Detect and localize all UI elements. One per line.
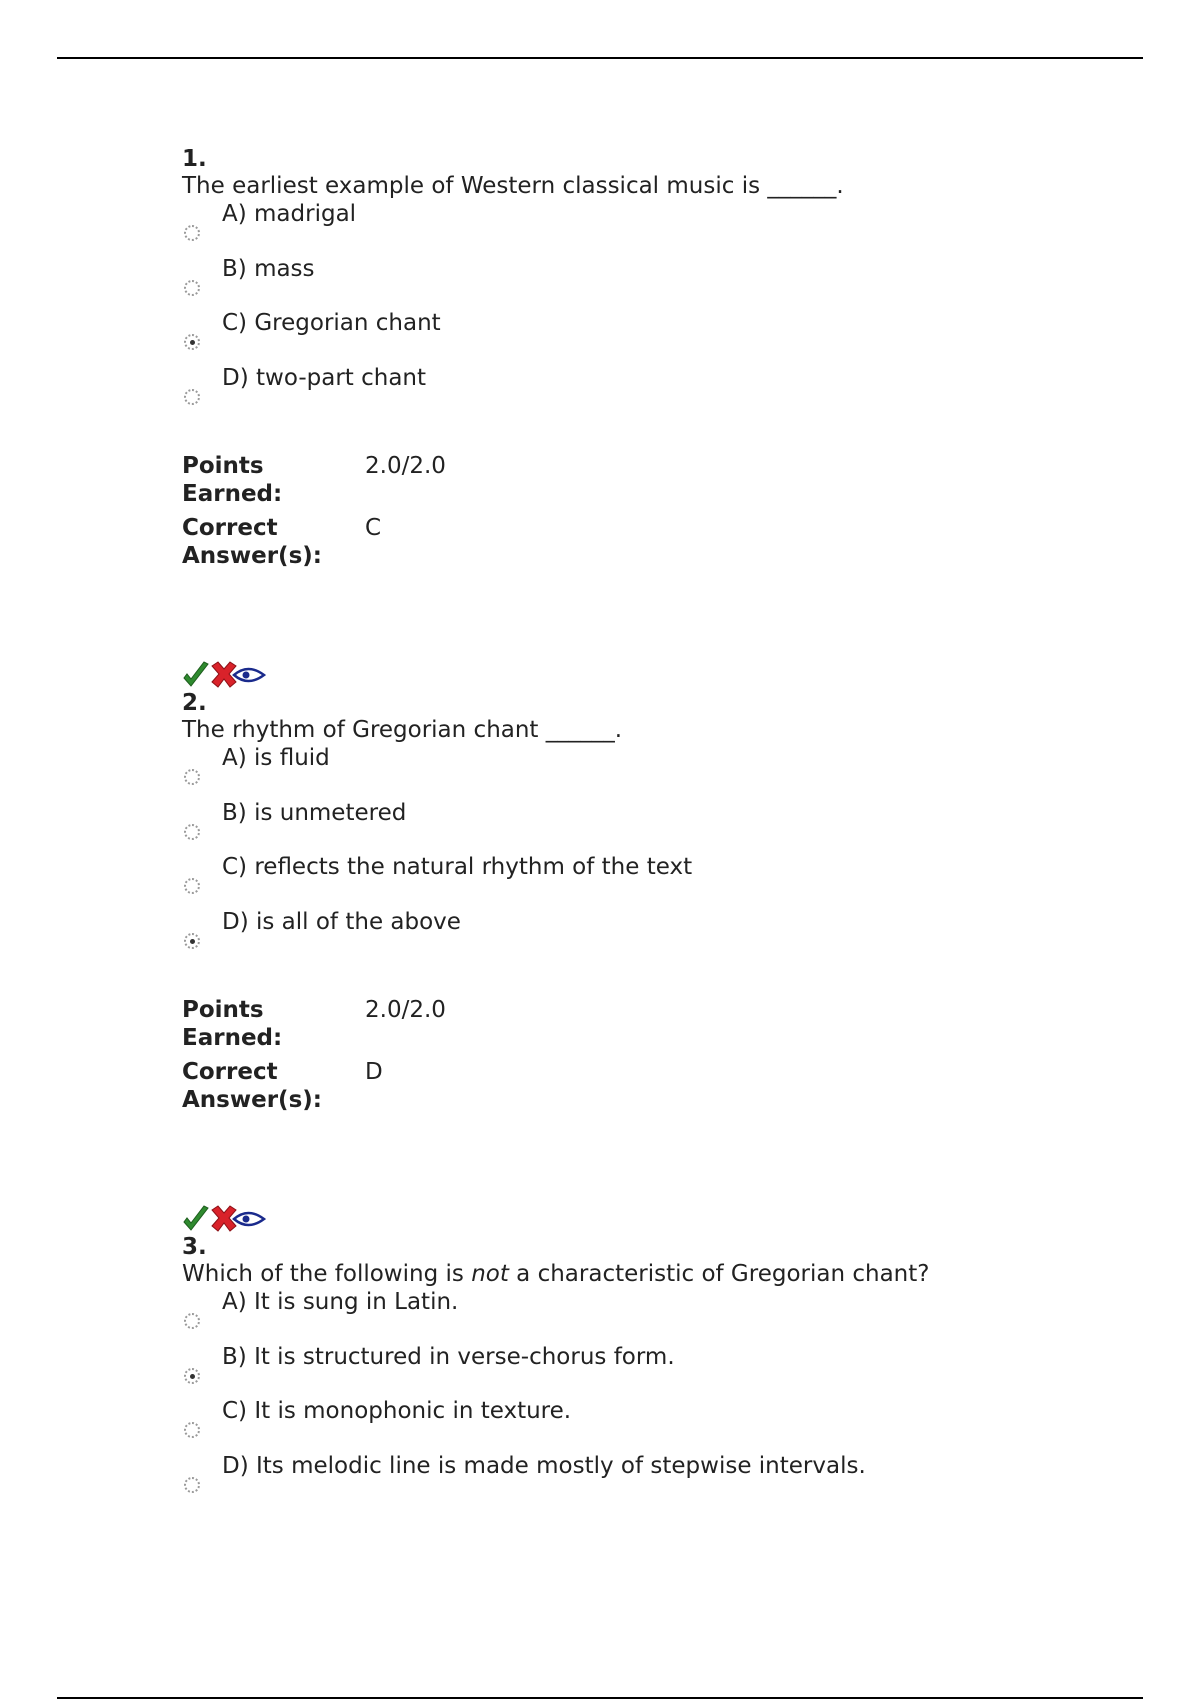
option-label: B) mass bbox=[222, 255, 315, 282]
radio-button[interactable] bbox=[184, 1313, 200, 1329]
option-c[interactable] bbox=[182, 309, 1082, 364]
bottom-rule bbox=[57, 1697, 1143, 1699]
score-summary bbox=[182, 452, 1082, 570]
checkmark-icon bbox=[184, 662, 208, 686]
option-label: A) It is sung in Latin. bbox=[222, 1289, 459, 1315]
radio-button[interactable] bbox=[184, 1422, 200, 1438]
radio-button[interactable] bbox=[184, 389, 200, 405]
question-1 bbox=[182, 146, 1082, 576]
option-c[interactable] bbox=[182, 1397, 1082, 1452]
question-2 bbox=[182, 660, 1082, 1120]
option-b[interactable] bbox=[182, 255, 1082, 310]
radio-button[interactable] bbox=[184, 280, 200, 296]
option-a[interactable] bbox=[182, 744, 1082, 799]
option-b[interactable] bbox=[182, 1343, 1082, 1398]
option-label: B) It is structured in verse-chorus form. bbox=[222, 1343, 675, 1370]
radio-button[interactable] bbox=[184, 769, 200, 785]
question-text bbox=[182, 1260, 1082, 1288]
option-label: B) is unmetered bbox=[222, 799, 407, 826]
option-a[interactable] bbox=[182, 1288, 1082, 1343]
checkmark-icon bbox=[184, 1206, 208, 1230]
radio-button[interactable] bbox=[184, 878, 200, 894]
correct-answer-value: D bbox=[365, 1059, 383, 1085]
points-earned-label: Points Earned: bbox=[182, 453, 283, 507]
cross-icon bbox=[212, 662, 236, 687]
option-label: C) reflects the natural rhythm of the text bbox=[222, 854, 693, 880]
question-text: The earliest example of Western classical music is ______. bbox=[182, 173, 844, 199]
correct-answer-label: Correct Answer(s): bbox=[182, 1059, 322, 1113]
option-label: A) madrigal bbox=[222, 201, 357, 227]
correct-answer-label: Correct Answer(s): bbox=[182, 515, 322, 569]
radio-button-selected[interactable] bbox=[184, 1368, 200, 1384]
option-b[interactable] bbox=[182, 799, 1082, 854]
option-label: C) It is monophonic in texture. bbox=[222, 1398, 572, 1424]
option-d[interactable] bbox=[182, 1452, 1082, 1507]
question-number: 2. bbox=[182, 690, 207, 716]
question-text: The rhythm of Gregorian chant ______. bbox=[182, 717, 623, 743]
question-text-start: Which of the following is bbox=[182, 1261, 472, 1287]
score-summary bbox=[182, 996, 1082, 1114]
radio-button[interactable] bbox=[184, 1477, 200, 1493]
points-earned-label: Points Earned: bbox=[182, 997, 283, 1051]
points-earned-value: 2.0/2.0 bbox=[365, 453, 446, 479]
option-label: D) Its melodic line is made mostly of stepwise intervals. bbox=[222, 1452, 866, 1479]
eye-icon bbox=[234, 1213, 264, 1225]
option-label: A) is fluid bbox=[222, 745, 330, 771]
points-earned-value: 2.0/2.0 bbox=[365, 997, 446, 1023]
cross-icon bbox=[212, 1206, 236, 1231]
feedback-icons bbox=[182, 660, 1082, 690]
question-text-end: a characteristic of Gregorian chant? bbox=[508, 1261, 930, 1287]
answer-options bbox=[182, 1288, 1082, 1506]
answer-options bbox=[182, 200, 1082, 418]
question-number: 1. bbox=[182, 146, 207, 172]
radio-button[interactable] bbox=[184, 225, 200, 241]
radio-button[interactable] bbox=[184, 824, 200, 840]
option-a[interactable] bbox=[182, 200, 1082, 255]
option-d[interactable] bbox=[182, 908, 1082, 963]
question-text-emphasis: not bbox=[471, 1261, 509, 1287]
option-label: D) two-part chant bbox=[222, 364, 427, 391]
eye-icon bbox=[234, 669, 264, 681]
option-d[interactable] bbox=[182, 364, 1082, 419]
answer-options bbox=[182, 744, 1082, 962]
top-rule bbox=[57, 57, 1143, 59]
correct-answer-value: C bbox=[365, 515, 382, 541]
option-c[interactable] bbox=[182, 853, 1082, 908]
option-label: D) is all of the above bbox=[222, 908, 461, 935]
question-3 bbox=[182, 1204, 1082, 1506]
question-number: 3. bbox=[182, 1234, 207, 1260]
feedback-icons bbox=[182, 1204, 1082, 1234]
option-label: C) Gregorian chant bbox=[222, 310, 441, 336]
radio-button-selected[interactable] bbox=[184, 933, 200, 949]
radio-button-selected[interactable] bbox=[184, 334, 200, 350]
